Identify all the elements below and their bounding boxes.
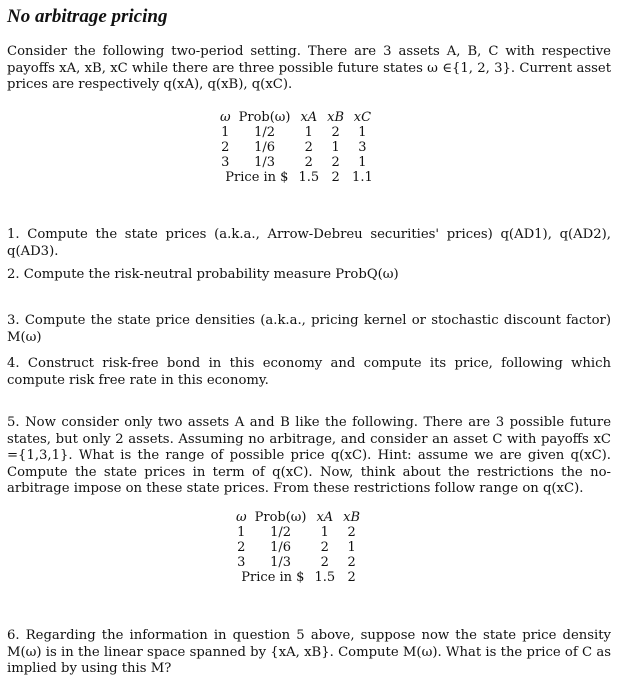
- table-cell: 1/3: [254, 155, 275, 170]
- table-header: Prob(ω): [238, 110, 291, 125]
- table-header: Prob(ω): [254, 510, 307, 525]
- table-cell: 2: [331, 125, 340, 140]
- page-title: No arbitrage pricing: [7, 6, 168, 27]
- table-row: [232, 525, 364, 540]
- table-cell: 1: [331, 140, 340, 155]
- table-cell: 2: [347, 555, 356, 570]
- table-row: [232, 555, 364, 570]
- price-cell: 2: [347, 570, 356, 585]
- question-2: 2. Compute the risk-neutral probability measure ProbQ(ω): [7, 267, 399, 282]
- price-cell: 1.5: [314, 570, 336, 585]
- table-price-row: [216, 170, 377, 185]
- table-cell: 2: [304, 155, 313, 170]
- table-cell: 1: [237, 525, 246, 540]
- question-6: 6. Regarding the information in question 5 above, suppose now the state price density M(ω) is in the linear space spanned by {xA, xB}. Compute M(ω). What is the price of C as implied by using this M?: [7, 628, 611, 677]
- table-cell: 2: [304, 140, 313, 155]
- table-cell: 1: [347, 540, 356, 555]
- price-label: Price in $: [225, 170, 289, 185]
- table-cell: 2: [347, 525, 356, 540]
- price-cell: 2: [331, 170, 340, 185]
- table-cell: 2: [320, 555, 329, 570]
- table-cell: 1: [304, 125, 313, 140]
- question-5: 5. Now consider only two assets A and B like the following. There are 3 possible future states, but only 2 assets. Assuming no arbitrage, and consider an asset C with payoffs xC ={1,3,1}. What is the range of possible price q(xC). Hint: assume we are given q(xC). Compute the state prices in term of q(xC). Now, think about the restrictions the no-arbitrage impose on these state prices. From these restrictions follow range on q(xC).: [7, 415, 611, 497]
- question-1: 1. Compute the state prices (a.k.a., Arrow-Debreu securities' prices) q(AD1), q(AD2), q(AD3).: [7, 227, 611, 259]
- table-cell: 1/6: [254, 140, 275, 155]
- table-header-row: [216, 110, 377, 125]
- payoff-table-1: [216, 110, 377, 185]
- question-4: 4. Construct risk-free bond in this economy and compute its price, following which compute risk free rate in this economy.: [7, 356, 611, 388]
- table-cell: 2: [320, 540, 329, 555]
- table-header: xB: [343, 510, 361, 525]
- table-header-row: [232, 510, 364, 525]
- table-header: xA: [316, 510, 334, 525]
- table-row: [232, 540, 364, 555]
- price-cell: 1.1: [352, 170, 373, 185]
- table-cell: 2: [331, 155, 340, 170]
- table-cell: 1: [358, 155, 367, 170]
- table-row: [216, 140, 377, 155]
- table-row: [216, 155, 377, 170]
- table-header: xC: [353, 110, 372, 125]
- table-cell: 1: [320, 525, 329, 540]
- price-cell: 1.5: [298, 170, 320, 185]
- table-row: [216, 125, 377, 140]
- table-header: xB: [327, 110, 345, 125]
- table-header: ω: [236, 510, 247, 525]
- table-cell: 1/6: [270, 540, 291, 555]
- table-cell: 3: [358, 140, 367, 155]
- table-cell: 1: [358, 125, 367, 140]
- table-cell: 3: [237, 555, 246, 570]
- payoff-table-2: [232, 510, 364, 585]
- table-price-row: [232, 570, 364, 585]
- table-cell: 1/2: [254, 125, 275, 140]
- table-cell: 2: [237, 540, 246, 555]
- table-cell: 1/2: [270, 525, 291, 540]
- intro-paragraph: Consider the following two-period setting. There are 3 assets A, B, C with respective payoffs xA, xB, xC while there are three possible future states ω ∈{1, 2, 3}. Current asset prices are respectively q(xA), q(xB), q(xC).: [7, 44, 611, 93]
- price-label: Price in $: [241, 570, 305, 585]
- table-header: xA: [300, 110, 318, 125]
- table-header: ω: [220, 110, 231, 125]
- table-cell: 2: [221, 140, 230, 155]
- table-cell: 1/3: [270, 555, 291, 570]
- table-cell: 1: [221, 125, 230, 140]
- question-3: 3. Compute the state price densities (a.k.a., pricing kernel or stochastic discount factor) M(ω): [7, 313, 611, 345]
- table-cell: 3: [221, 155, 230, 170]
